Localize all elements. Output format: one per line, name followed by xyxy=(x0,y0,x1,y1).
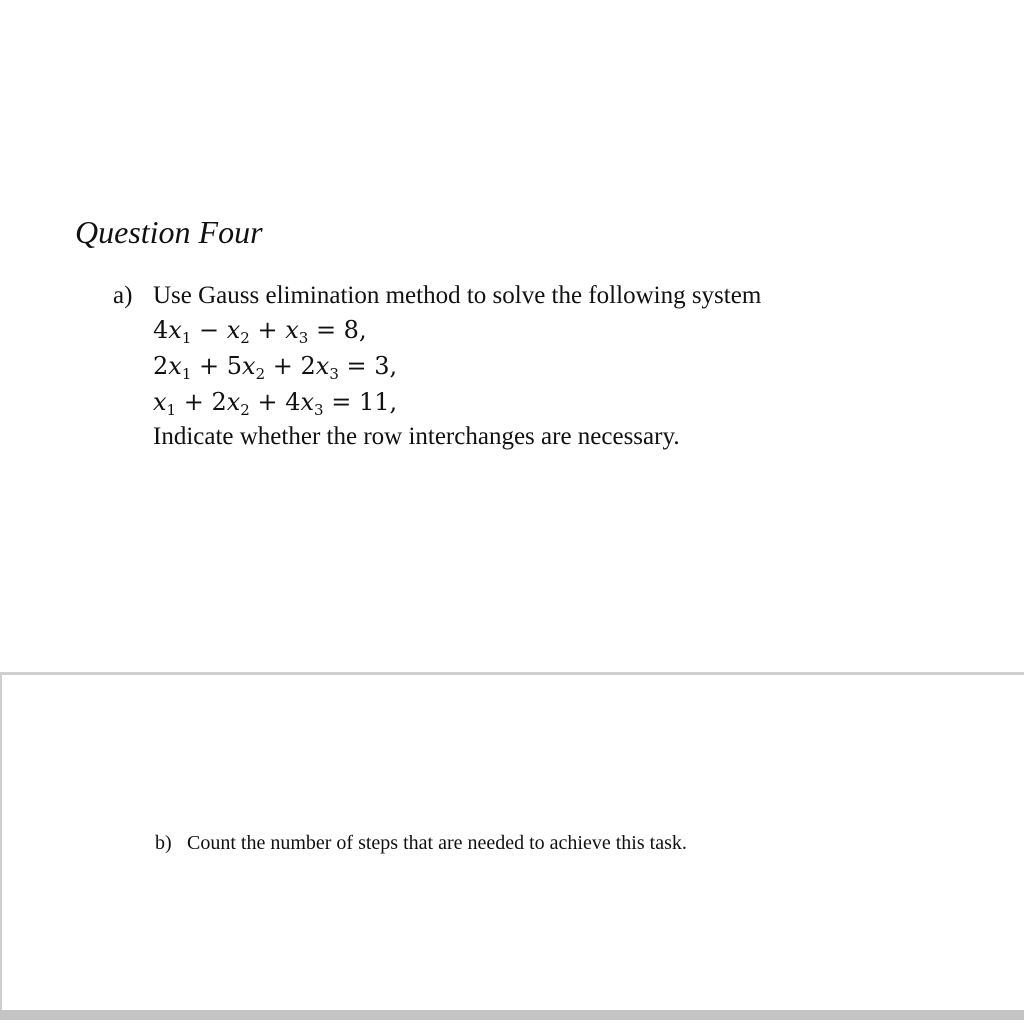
equation-3: $x_1 + 2x_2 + 4x_3 = 11$, xyxy=(153,388,398,419)
part-a-label: a) xyxy=(113,282,133,309)
equation-1: $4x_1 - x_2 + x_3 = 8$, xyxy=(153,316,367,347)
part-b-label: b) xyxy=(155,832,172,854)
page-divider-bottom xyxy=(0,1010,1024,1020)
part-a-instruction: Use Gauss elimination method to solve the following system xyxy=(153,282,762,309)
question-title: Question Four xyxy=(75,214,263,250)
equation-2: $2x_1 + 5x_2 + 2x_3 = 3$, xyxy=(153,352,398,383)
part-a-note: Indicate whether the row interchanges are necessary. xyxy=(153,423,680,450)
part-b-instruction: Count the number of steps that are needed to achieve this task. xyxy=(187,832,687,854)
